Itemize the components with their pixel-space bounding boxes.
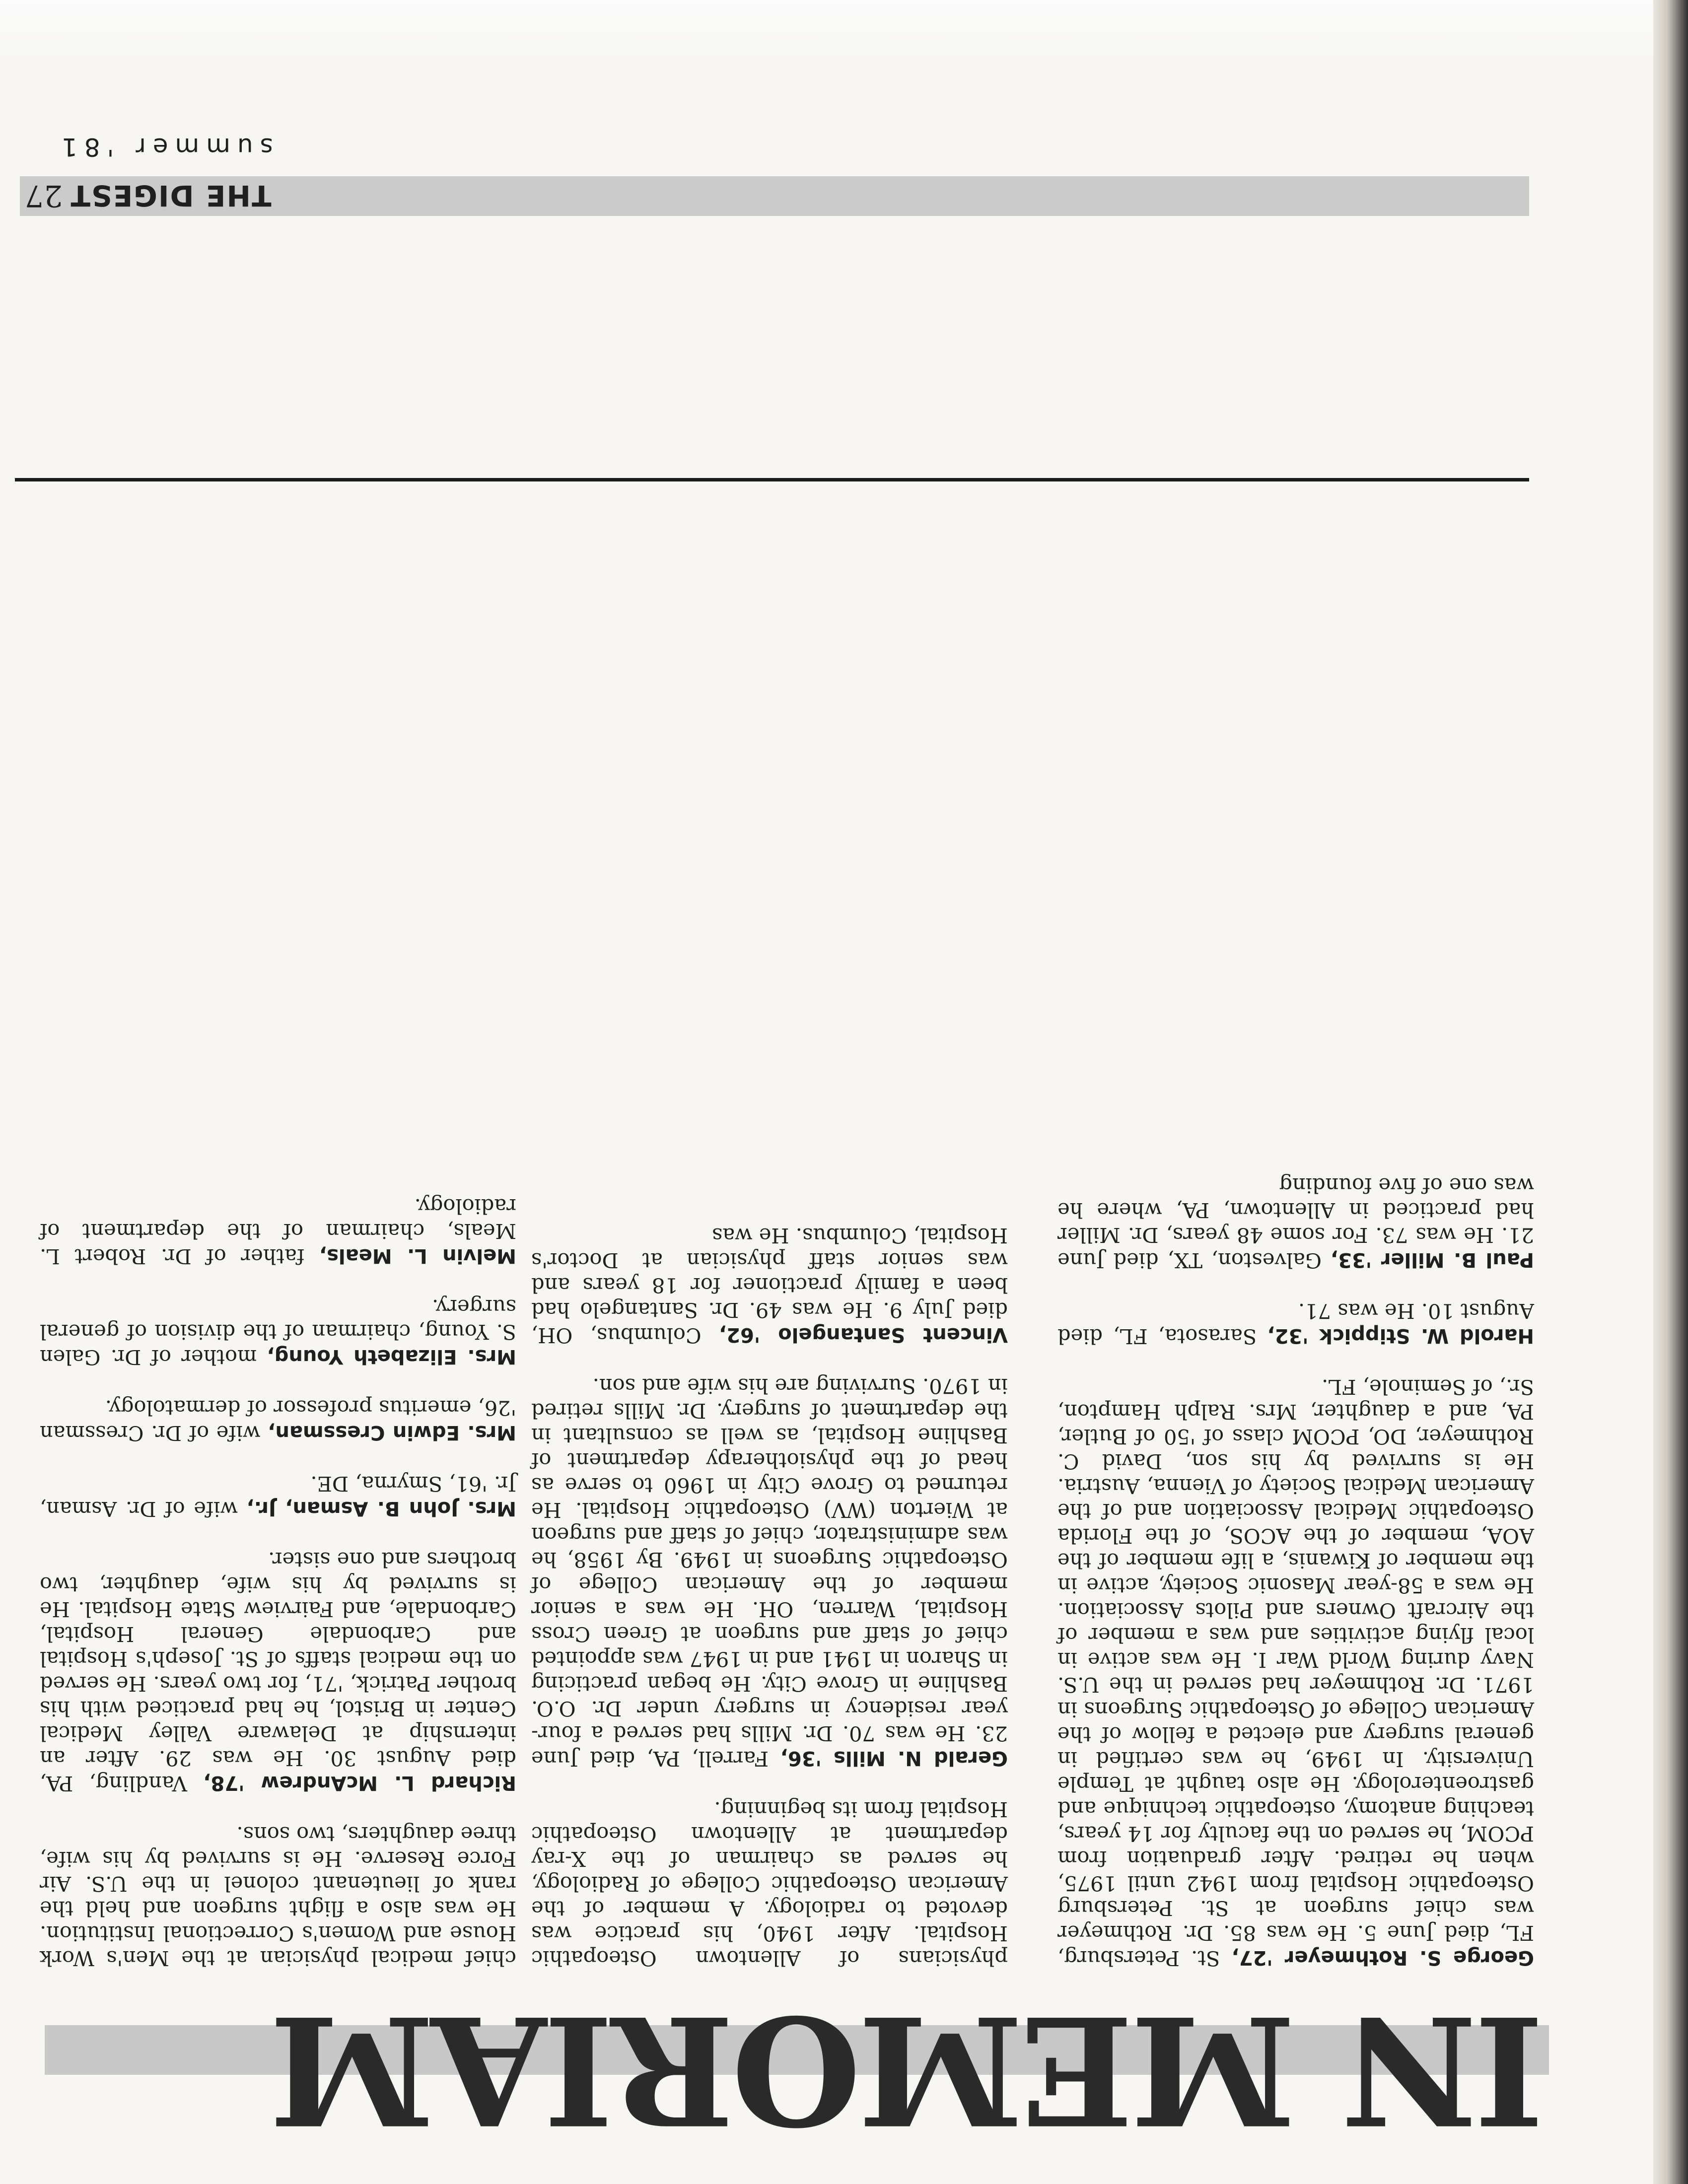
entry-text: Columbus, OH, died July 9. He was 49. Dr. Santangelo had been a family practioner for 18 years and was senior staff physician at Doctor's Hospital, Columbus. He was <box>531 1224 1008 1348</box>
entry-name: Vincent Santangelo '62, <box>719 1323 1008 1346</box>
obituary-entry <box>40 1547 516 1796</box>
entry-name: Melvin L. Meals, <box>319 1244 516 1267</box>
obituary-entry <box>531 1797 1008 1971</box>
entry-name: George S. Rothmeyer '27, <box>1231 1946 1534 1969</box>
column-left <box>1057 1147 1534 1971</box>
page-number: 27 <box>25 178 63 213</box>
obituary-entry <box>531 1223 1008 1348</box>
folio <box>25 177 352 214</box>
entry-name: Richard L. McAndrew '78, <box>203 1772 516 1794</box>
obituary-entry <box>1057 1298 1534 1349</box>
entry-name: Gerald N. Mills '36, <box>780 1747 1008 1770</box>
entry-name: Mrs. Edwin Cressman, <box>268 1421 516 1444</box>
page-title: IN MEMORIAM <box>272 1982 1544 2158</box>
entry-text: Sarasota, FL, died August 10. He was 71. <box>1057 1299 1534 1349</box>
obituary-entry <box>40 1471 516 1521</box>
entry-text: Farrell, PA, died June 23. He was 70. Dr. Mills had served a four-year residency in surgery under Dr. O.O. Bashline in Grove City. He began practicing in Sharon in 1941 and in 1947 was appointed chief of staff and surgeon at Green Cross Hospital, Warren, OH. He was a senior member of the American College of Osteopathic Surgeons in 1949. By 1958, he was administrator, chief of staff and surgeon at Wierton (WV) Osteopathic Hospital. He returned to Grove City in 1960 to serve as head of the physiotherapy department of Bashline Hospital, as well as consultant in the department of surgery. Dr. Mills retired in 1970. Surviving are his wife and son. <box>531 1374 1008 1771</box>
column-middle <box>531 1197 1008 1971</box>
entry-name: Harold W. Stippick '32, <box>1267 1324 1534 1347</box>
entry-text: Vandling, PA, died August 30. He was 29. After an internship at Delaware Valley Medical Center in Bristol, he had practiced with his brother Patrick, '71, for two years. He served on the medical staffs of St. Joseph's Hospital and Carbondale General Hospital, Carbondale, and Fairview State Hospital. He is survived by his wife, daughter, two brothers and one sister. <box>40 1548 516 1796</box>
entry-text: wife of Dr. Cressman '26, emeritus professor of dermatology. <box>39 1396 516 1445</box>
entry-text: wife of Dr. Asman, Jr. '61, Smyrna, DE. <box>40 1472 516 1521</box>
obituary-entry <box>40 1194 516 1269</box>
entry-text: St. Petersburg, FL, died June 5. He was 85. Dr. Rothmeyer was chief surgeon at St. Petersburg Osteopathic Hospital from 1942 until 1975, when he retired. After graduation from PCOM, he served on the faculty for 14 years, teaching anatomy, osteopathic technique and gastroenterology. He also taught at Temple University. In 1949, he was certified in general surgery and elected a fellow of the American College of Osteopathic Surgeons in 1971. Dr. Rothmeyer had served in the U.S. Navy during World War I. He was active in local flying activities and was a member of the Aircraft Owners and Pilots Association. He was a 58-year Masonic Society, active in the member of Kiwanis, a life member of the AOA, member of the ACOS, of the Florida Osteopathic Medical Association and of the American Medical Society of Vienna, Austria. He is survived by his son, David C. Rothmeyer, DO, PCOM class of '50 of Butler, PA, and a daughter, Mrs. Ralph Hampton, Sr., of Seminole, FL. <box>1057 1375 1534 1971</box>
page-edge-shadow <box>1653 0 1688 2184</box>
entry-text: chief medical physician at the Men's Work House and Women's Correctional Institution. He was also a flight surgeon and held the rank of lieutenant colonel in the U.S. Air Force Reserve. He is survived by his wife, three daughters, two sons. <box>40 1822 516 1971</box>
entry-text: father of Dr. Robert L. Meals, chairman of the department of radiology. <box>40 1194 516 1269</box>
column-right <box>40 1168 516 1971</box>
horizontal-rule <box>15 478 1529 481</box>
entry-text: mother of Dr. Galen S. Young, chairman of the division of general surgery. <box>39 1295 516 1369</box>
publication-name: THE DIGEST <box>70 179 272 212</box>
entry-name: Paul B. Miller '33, <box>1330 1248 1534 1271</box>
obituary-entry <box>40 1295 516 1369</box>
issue-label: summer '81 <box>55 133 273 161</box>
entry-name: Mrs. Elizabeth Young, <box>267 1345 516 1368</box>
obituary-entry <box>531 1373 1008 1771</box>
obituary-entry <box>40 1395 516 1445</box>
entry-text: Galveston, TX, died June 21. He was 73. For some 48 years, Dr. Miller had practiced in Allentown, PA, where he was one of five founding <box>1057 1173 1534 1273</box>
entry-text: physicians of Allentown Osteopathic Hospital. After 1940, his practice was devoted to radiology. A member of the American Osteopathic College of Radiology, he served as chairman of the X-ray department at Allentown Osteopathic Hospital from its beginning. <box>531 1797 1008 1971</box>
obituary-entry <box>40 1822 516 1971</box>
obituary-entry <box>1057 1173 1534 1273</box>
obituary-entry <box>1057 1374 1534 1971</box>
entry-name: Mrs. John B. Asman, Jr., <box>246 1497 516 1520</box>
